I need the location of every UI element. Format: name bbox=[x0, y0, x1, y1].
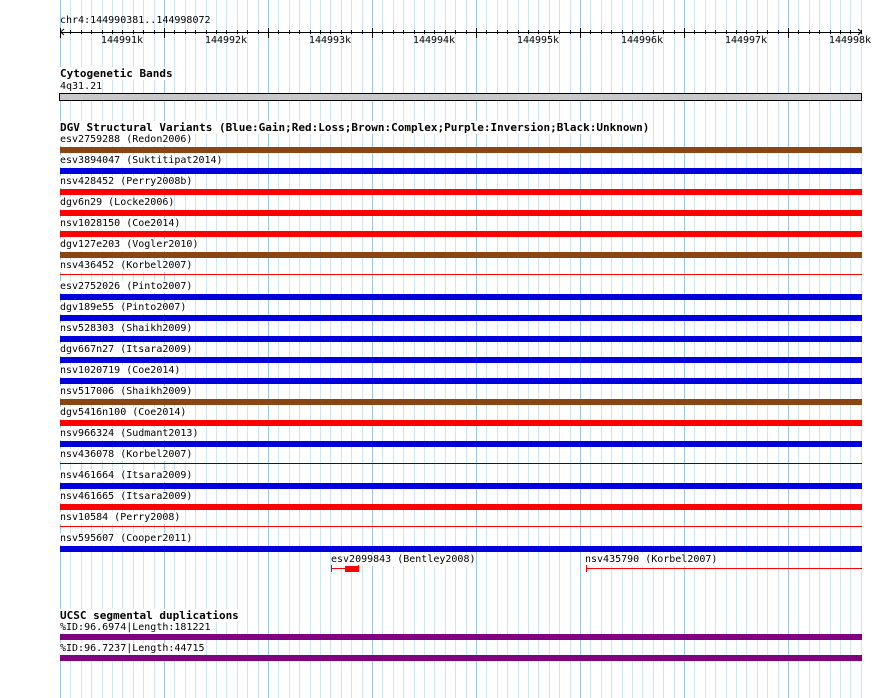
dgv-variant-label: nsv461664 (Itsara2009) bbox=[60, 470, 193, 481]
dgv-variant-bar[interactable] bbox=[60, 168, 862, 174]
dgv-partial-tick-right bbox=[358, 565, 359, 572]
ruler-tick-label: 144996k bbox=[620, 35, 664, 46]
segdup-label-1: %ID:96.6974|Length:181221 bbox=[60, 622, 211, 633]
dgv-variant-bar[interactable] bbox=[60, 210, 862, 216]
dgv-variant-label: nsv436078 (Korbel2007) bbox=[60, 449, 193, 460]
dgv-variant-bar[interactable] bbox=[60, 315, 862, 321]
dgv-variant-label: nsv1028150 (Coe2014) bbox=[60, 218, 181, 229]
dgv-variant-label: dgv189e55 (Pinto2007) bbox=[60, 302, 187, 313]
dgv-variant-label: dgv5416n100 (Coe2014) bbox=[60, 407, 187, 418]
cytoband-label: 4q31.21 bbox=[60, 81, 103, 92]
dgv-variant-bar[interactable] bbox=[60, 420, 862, 426]
dgv-partial-tick-left bbox=[331, 565, 332, 572]
cytoband-bar[interactable] bbox=[59, 93, 862, 101]
ruler-tick-label: 144998k bbox=[828, 35, 872, 46]
dgv-variant-bar[interactable] bbox=[60, 231, 862, 237]
dgv-variant-bar[interactable] bbox=[60, 463, 862, 464]
dgv-variant-label: dgv127e203 (Vogler2010) bbox=[60, 239, 199, 250]
dgv-variant-bar[interactable] bbox=[60, 252, 862, 258]
dgv-partial-label-2: nsv435790 (Korbel2007) bbox=[585, 554, 718, 565]
segdup-bar-1[interactable] bbox=[60, 634, 862, 640]
dgv-variant-label: nsv528303 (Shaikh2009) bbox=[60, 323, 193, 334]
ruler-tick-label: 144992k bbox=[204, 35, 248, 46]
dgv-variant-bar[interactable] bbox=[60, 189, 862, 195]
dgv-partial-tick-2 bbox=[586, 565, 587, 572]
dgv-variant-label: nsv517006 (Shaikh2009) bbox=[60, 386, 193, 397]
dgv-track-title: DGV Structural Variants (Blue:Gain;Red:Loss;Brown:Complex;Purple:Inversion;Black:Unknown) bbox=[60, 121, 650, 134]
dgv-variant-label: nsv10584 (Perry2008) bbox=[60, 512, 181, 523]
dgv-variant-bar[interactable] bbox=[60, 441, 862, 447]
dgv-variant-label: dgv667n27 (Itsara2009) bbox=[60, 344, 193, 355]
dgv-variant-bar[interactable] bbox=[60, 546, 862, 552]
dgv-variant-label: nsv966324 (Sudmant2013) bbox=[60, 428, 199, 439]
dgv-variant-label: nsv461665 (Itsara2009) bbox=[60, 491, 193, 502]
dgv-variant-label: esv3894047 (Suktitipat2014) bbox=[60, 155, 223, 166]
dgv-variant-bar[interactable] bbox=[60, 147, 862, 153]
dgv-partial-bar-2[interactable] bbox=[586, 568, 862, 569]
ruler-tick-label: 144994k bbox=[412, 35, 456, 46]
dgv-variant-bar[interactable] bbox=[60, 357, 862, 363]
dgv-variant-bar[interactable] bbox=[60, 294, 862, 300]
cytobands-track-title: Cytogenetic Bands bbox=[60, 67, 173, 80]
dgv-variant-label: dgv6n29 (Locke2006) bbox=[60, 197, 175, 208]
dgv-variant-bar[interactable] bbox=[60, 378, 862, 384]
dgv-variant-label: esv2752026 (Pinto2007) bbox=[60, 281, 193, 292]
dgv-variant-bar[interactable] bbox=[60, 504, 862, 510]
segdup-track-title: UCSC segmental duplications bbox=[60, 609, 239, 622]
dgv-variant-label: esv2759288 (Redon2006) bbox=[60, 134, 193, 145]
ruler-tick-label: 144997k bbox=[724, 35, 768, 46]
dgv-variant-label: nsv428452 (Perry2008b) bbox=[60, 176, 193, 187]
location-label: chr4:144990381..144998072 bbox=[60, 15, 211, 26]
dgv-variant-label: nsv1020719 (Coe2014) bbox=[60, 365, 181, 376]
ruler-tick-label: 144993k bbox=[308, 35, 352, 46]
dgv-variant-label: nsv436452 (Korbel2007) bbox=[60, 260, 193, 271]
segdup-label-2: %ID:96.7237|Length:44715 bbox=[60, 643, 205, 654]
dgv-variant-label: nsv595607 (Cooper2011) bbox=[60, 533, 193, 544]
dgv-variant-bar[interactable] bbox=[60, 336, 862, 342]
ruler-tick-label: 144991k bbox=[100, 35, 144, 46]
dgv-partial-bar-1[interactable] bbox=[345, 566, 358, 572]
ruler-tick-label: 144995k bbox=[516, 35, 560, 46]
dgv-variant-bar[interactable] bbox=[60, 526, 862, 527]
dgv-partial-label-1: esv2099843 (Bentley2008) bbox=[331, 554, 476, 565]
dgv-variant-bar[interactable] bbox=[60, 399, 862, 405]
dgv-variant-bar[interactable] bbox=[60, 274, 862, 275]
segdup-bar-2[interactable] bbox=[60, 655, 862, 661]
dgv-variant-bar[interactable] bbox=[60, 483, 862, 489]
